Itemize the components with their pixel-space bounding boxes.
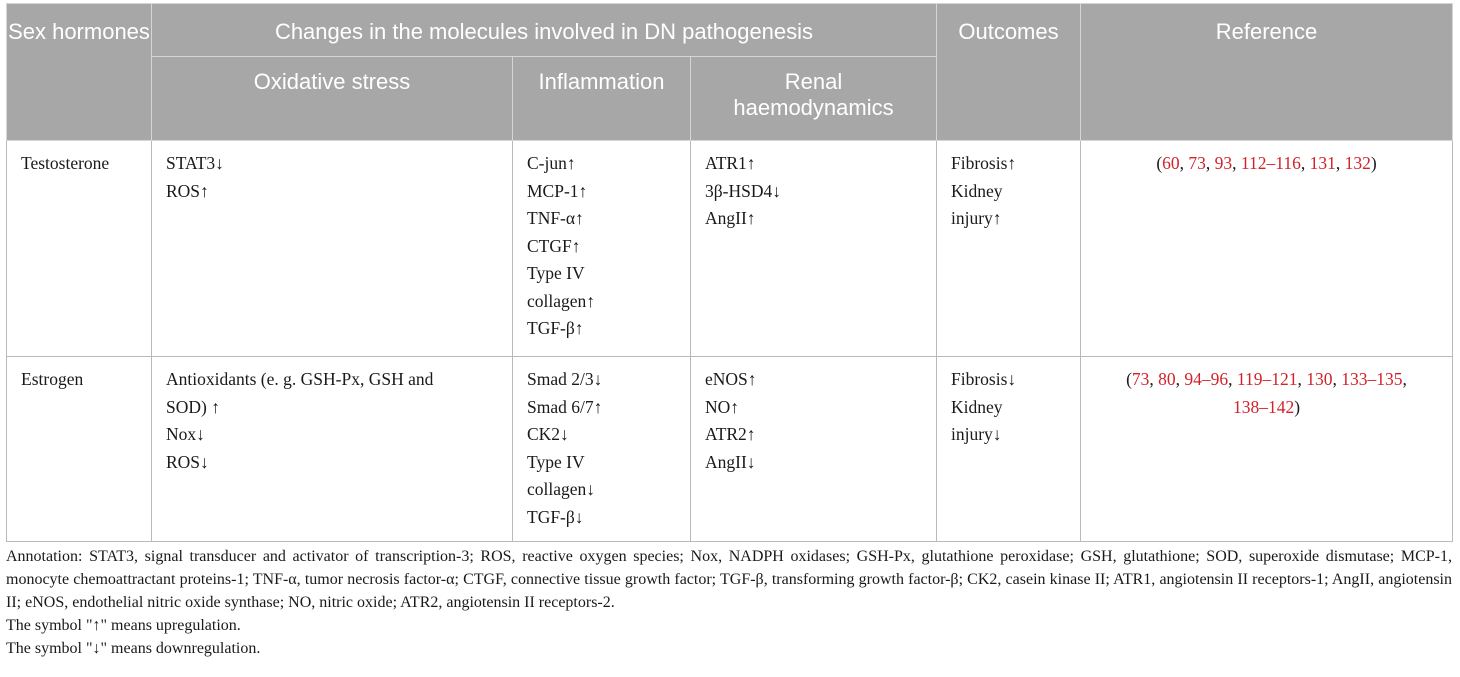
inflammation-cell — [513, 141, 691, 357]
reference-link[interactable]: 133–135 — [1341, 369, 1403, 389]
outcomes-cell — [937, 141, 1081, 357]
header-renal-haemodynamics: Renal haemodynamics — [691, 57, 937, 141]
cell-line: TGF-β↓ — [527, 506, 584, 527]
cell-line: ROS↓ — [166, 451, 209, 472]
data-table — [6, 3, 1453, 542]
renal-cell — [691, 357, 937, 542]
cell-line: ATR1↑ — [705, 153, 756, 173]
cell-line: TGF-β↑ — [527, 318, 584, 338]
cell-line: Type IV — [527, 263, 585, 283]
reference-link[interactable]: 132 — [1344, 153, 1371, 173]
cell-line: Type IV — [527, 451, 585, 472]
oxidative-cell — [152, 141, 513, 357]
cell-line: eNOS↑ — [705, 369, 757, 389]
upregulation-note: The symbol "↑" means upregulation. — [6, 617, 241, 634]
cell-line: Smad 6/7↑ — [527, 396, 603, 417]
renal-cell — [691, 141, 937, 357]
cell-line: Fibrosis↓ — [951, 369, 1017, 389]
cell-line: Fibrosis↑ — [951, 153, 1017, 173]
reference-cell: (60, 73, 93, 112–116, 131, 132) — [1081, 141, 1453, 357]
reference-link[interactable]: 80 — [1158, 369, 1176, 389]
downregulation-note: The symbol "↓" means downregulation. — [6, 640, 261, 657]
cell-line: CTGF↑ — [527, 235, 581, 256]
reference-link[interactable]: 130 — [1306, 369, 1333, 389]
cell-line: ROS↑ — [166, 180, 209, 201]
reference-link[interactable]: 60 — [1162, 153, 1180, 173]
reference-link[interactable]: 94–96 — [1184, 369, 1229, 389]
hormone-cell: Estrogen — [7, 357, 152, 542]
cell-line: CK2↓ — [527, 424, 569, 444]
cell-line: collagen↓ — [527, 479, 596, 499]
cell-line: NO↑ — [705, 396, 740, 417]
cell-line: STAT3↓ — [166, 153, 224, 173]
cell-line: Kidney — [951, 180, 1003, 201]
cell-line: Antioxidants (e. g. GSH-Px, GSH and — [166, 369, 434, 389]
cell-line: collagen↑ — [527, 290, 596, 311]
cell-line: Kidney — [951, 396, 1003, 417]
header-reference: Reference — [1081, 4, 1453, 141]
header-outcomes: Outcomes — [937, 4, 1081, 141]
cell-line: ATR2↑ — [705, 424, 756, 444]
cell-line: Nox↓ — [166, 424, 205, 444]
outcomes-cell — [937, 357, 1081, 542]
reference-cell: (73, 80, 94–96, 119–121, 130, 133–135, 138–142) — [1081, 357, 1453, 542]
header-oxidative-stress: Oxidative stress — [152, 57, 513, 141]
oxidative-cell — [152, 357, 513, 542]
table-footnotes — [6, 545, 1452, 660]
table-row — [7, 357, 1453, 542]
reference-link[interactable]: 73 — [1188, 153, 1206, 173]
cell-line: AngII↑ — [705, 208, 756, 228]
cell-line: AngII↓ — [705, 451, 756, 472]
reference-link[interactable]: 138–142 — [1232, 396, 1295, 417]
inflammation-cell — [513, 357, 691, 542]
header-sex-hormones: Sex hormones — [7, 4, 152, 141]
cell-line: Smad 2/3↓ — [527, 369, 603, 389]
annotation-note: Annotation: STAT3, signal transducer and activator of transcription-3; ROS, reactive oxygen species; Nox, NADPH oxidases; GSH-Px, glutathione peroxidase; GSH, glutathione; SOD, superoxide dismutase; MCP-1, monocyte chemoattractant proteins-1; TNF-α, tumor necrosis factor-α; CTGF, connective tissue growth factor; TGF-β, transforming growth factor-β; CK2, casein kinase II; ATR1, angiotensin II receptors-1; AngII, angiotensin II; eNOS, endothelial nitric oxide synthase; NO, nitric oxide; ATR2, angiotensin II receptors-2. — [6, 548, 1452, 611]
reference-link[interactable]: 93 — [1214, 153, 1233, 173]
cell-line: injury↑ — [951, 208, 1002, 228]
header-inflammation: Inflammation — [513, 57, 691, 141]
header-changes: Changes in the molecules involved in DN pathogenesis — [152, 4, 937, 57]
reference-link[interactable]: 73 — [1131, 369, 1150, 389]
reference-link[interactable]: 119–121 — [1236, 369, 1298, 389]
cell-line: MCP-1↑ — [527, 180, 588, 201]
cell-line: SOD) ↑ — [166, 396, 220, 417]
table-row — [7, 141, 1453, 357]
table-container — [6, 3, 1452, 660]
cell-line: 3β-HSD4↓ — [705, 180, 781, 201]
cell-line: C-jun↑ — [527, 153, 576, 173]
hormone-cell: Testosterone — [7, 141, 152, 357]
reference-link[interactable]: 131 — [1309, 153, 1336, 173]
cell-line: injury↓ — [951, 424, 1002, 444]
reference-link[interactable]: 112–116 — [1240, 153, 1301, 173]
cell-line: TNF-α↑ — [527, 208, 584, 228]
